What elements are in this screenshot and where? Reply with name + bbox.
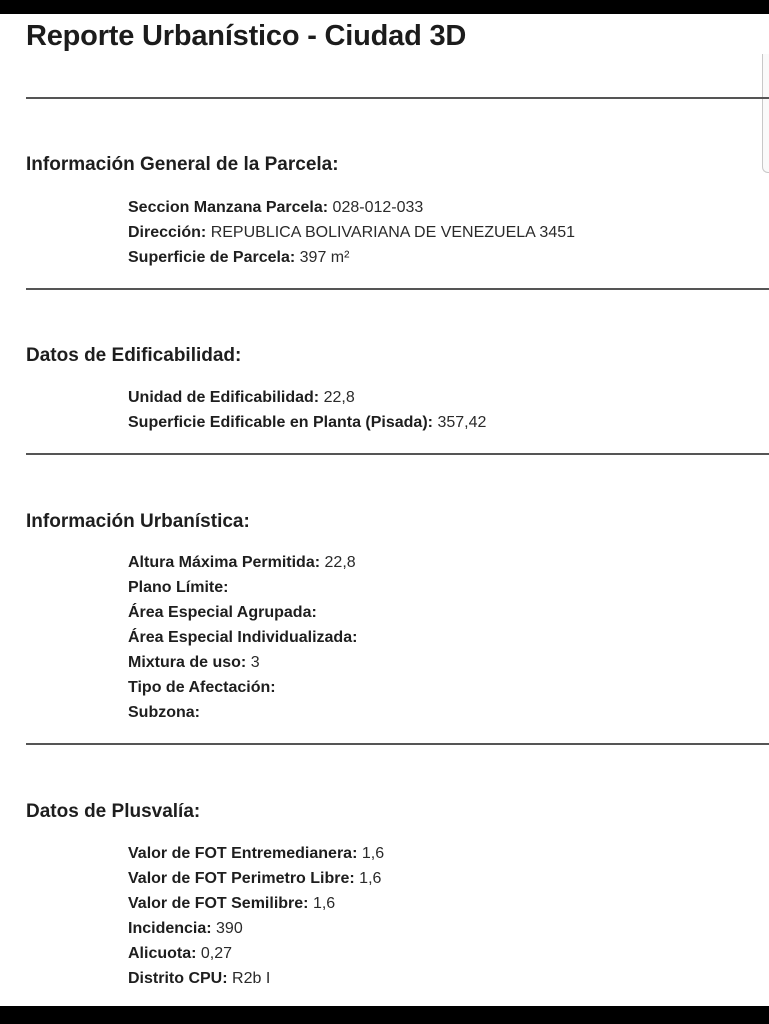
- field-value: R2b I: [232, 970, 271, 987]
- field-value: 0,27: [200, 945, 233, 962]
- field-label: Seccion Manzana Parcela:: [128, 199, 329, 216]
- field-row: [128, 700, 357, 725]
- field-row: [128, 410, 486, 435]
- field-row: [128, 195, 575, 220]
- field-value: 1,6: [312, 895, 336, 912]
- section-title-capital-gain: Datos de Plusvalía:: [26, 801, 201, 822]
- divider: [26, 743, 769, 745]
- field-label: Distrito CPU:: [128, 970, 228, 987]
- section-title-buildability: Datos de Edificabilidad:: [26, 345, 242, 366]
- field-row: [128, 650, 357, 675]
- field-row: [128, 941, 384, 966]
- field-row: [128, 675, 357, 700]
- field-row: [128, 841, 384, 866]
- field-label: Unidad de Edificabilidad:: [128, 389, 320, 406]
- field-row: [128, 245, 575, 270]
- divider: [26, 97, 769, 99]
- capital-gain-fields: [128, 841, 384, 991]
- page-title: Reporte Urbanístico - Ciudad 3D: [26, 20, 467, 52]
- field-value: 390: [216, 920, 243, 937]
- field-label: Valor de FOT Entremedianera:: [128, 845, 358, 862]
- field-label: Tipo de Afectación:: [128, 679, 276, 696]
- field-label: Valor de FOT Semilibre:: [128, 895, 309, 912]
- field-row: [128, 600, 357, 625]
- field-label: Alicuota:: [128, 945, 197, 962]
- field-row: [128, 575, 357, 600]
- field-row: [128, 385, 486, 410]
- scrollbar-indicator[interactable]: [762, 54, 769, 173]
- field-label: Superficie Edificable en Planta (Pisada):: [128, 414, 433, 431]
- field-value: 3: [250, 654, 260, 671]
- field-row: [128, 220, 575, 245]
- field-value: REPUBLICA BOLIVARIANA DE VENEZUELA 3451: [210, 224, 576, 241]
- section-title-general-info: Información General de la Parcela:: [26, 154, 339, 175]
- divider: [26, 288, 769, 290]
- field-label: Mixtura de uso:: [128, 654, 247, 671]
- field-label: Área Especial Agrupada:: [128, 604, 317, 621]
- field-label: Incidencia:: [128, 920, 212, 937]
- field-row: [128, 966, 384, 991]
- field-value: 357,42: [437, 414, 487, 431]
- document-page: [0, 14, 769, 1006]
- urban-info-fields: [128, 550, 357, 725]
- field-label: Dirección:: [128, 224, 207, 241]
- divider: [26, 453, 769, 455]
- field-label: Superficie de Parcela:: [128, 249, 296, 266]
- field-row: [128, 866, 384, 891]
- general-info-fields: [128, 195, 575, 270]
- field-label: Valor de FOT Perimetro Libre:: [128, 870, 355, 887]
- field-row: [128, 916, 384, 941]
- field-row: [128, 550, 357, 575]
- field-value: 22,8: [324, 554, 356, 571]
- field-value: 1,6: [361, 845, 385, 862]
- field-label: Altura Máxima Permitida:: [128, 554, 321, 571]
- field-value: 028-012-033: [332, 199, 424, 216]
- field-row: [128, 891, 384, 916]
- field-value: 397 m²: [299, 249, 350, 266]
- field-row: [128, 625, 357, 650]
- section-title-urban-info: Información Urbanística:: [26, 511, 250, 532]
- field-label: Plano Límite:: [128, 579, 229, 596]
- buildability-fields: [128, 385, 486, 435]
- field-label: Área Especial Individualizada:: [128, 629, 358, 646]
- field-value: 1,6: [359, 870, 382, 887]
- field-label: Subzona:: [128, 704, 200, 721]
- field-value: 22,8: [323, 389, 355, 406]
